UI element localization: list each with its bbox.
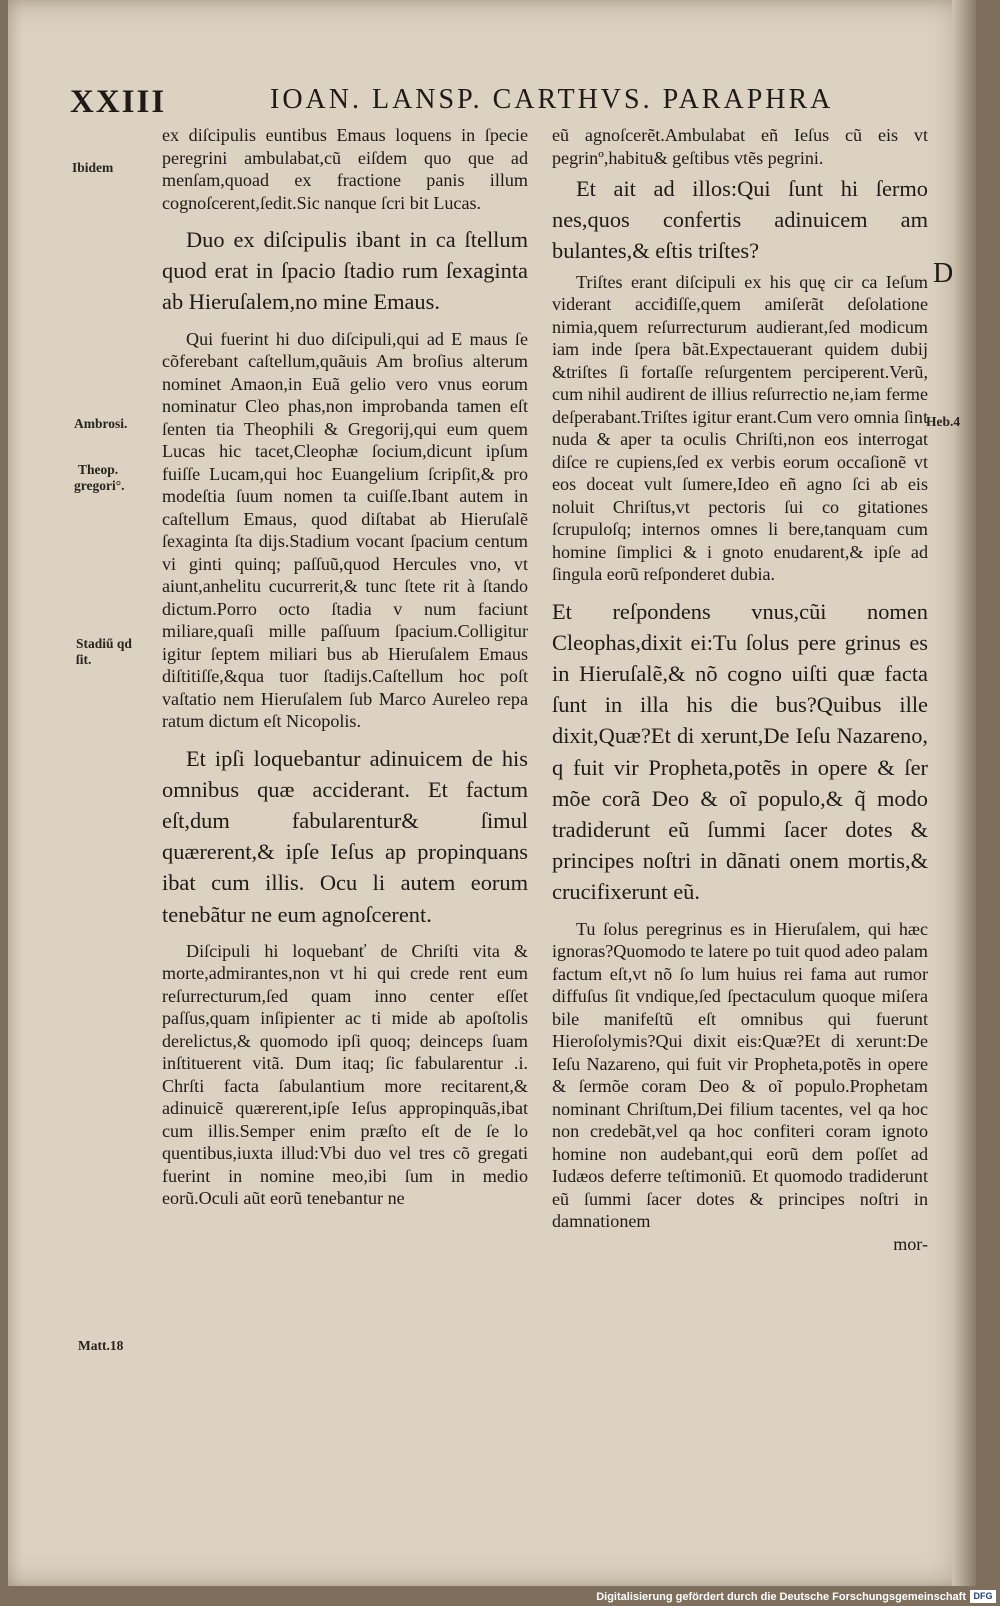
commentary-paragraph: Tu ſolus peregrinus es in Hieruſalem, qui hæc ignoras?Quomodo te latere po tuit quod adeo palam factum eſt,vt nõ ſo lum huius rei fama aut rumor diffuſus ſit vndique,ſed ſpectaculum quoque miſera bile manifeſtũ eſt omnibus qui fuerunt Hieroſolymis?Qui dixit eis:Quæ?Et di xerunt:De Ieſu Nazareno, qui fuit vir Propheta,potẽs in opere & ſermõe coram Deo & oĩ populo.Prophetam nominant Chriſtum,Dei filium tacentes, vel qa hoc non credebãt,vel qa hoc confiteri coram ignoto homine non audebant,qui eorũ dem poſſet ad Iudæos deferre teſtimoniũ. Et quomodo tradiderunt eũ ſummi ſacer dotes & principes noſtri in damnationem [552, 918, 928, 1232]
page-gutter [952, 0, 976, 1586]
running-title: IOAN. LANSP. CARTHVS. PARAPHRA [270, 84, 834, 115]
margin-note-ambrosi: Ambrosi. [74, 416, 128, 431]
margin-note-stadii-cont: ſit. [76, 652, 92, 667]
scripture-paragraph: Et ipſi loquebantur adinuicem de his omnibus quæ acciderant. Et factum eſt,dum fabularentur& ſimul quærerent,& ipſe Ieſus ap propinquans ibat cum illis. Ocu li autem eorum tenebãtur ne eum agnoſcerent. [162, 745, 528, 927]
margin-note-heb: Heb.4 [926, 414, 961, 429]
right-column [552, 124, 928, 1255]
section-letter: D [933, 258, 954, 289]
commentary-paragraph: Triſtes erant diſcipuli ex his quę cir ca Ieſum viderant acciđiſſe,quem amiſerãt deſolatione nimia,quem reſurrecturum audierant,ſed modicum iam inde ſpera bãt.Expectauerant quidem dubij &triſtes ſi fortaſſe reſurgentem perciperent.Verũ, cum nihil audirent de illius reſurrectio ne,iam ferme deſperabant.Triſtes igitur erant.Cum vero omnia ſint nuda & aper ta oculis Chriſti,non eos interrogat diſce re cupiens,ſed ex verbis eorum occaſionẽ vt eos doceat vult ſumere,Ideo eñ agno ſci ab eis noluit Chriſtus,vt pectoris ſui co gitationes ſcrupuloſq; internos omnes li bere,tanquam cum homine ſimplici & i gnoto enudarent,& ipſe ad ſingula eorũ reſponderet dubia. [552, 271, 928, 585]
margin-note-theop: Theop. [78, 462, 119, 477]
funding-credit: Digitalisierung gefördert durch die Deutsche Forschungsgemeinschaft [596, 1591, 966, 1603]
margin-note-gregori: gregori°. [74, 478, 125, 493]
commentary-paragraph: eũ agnoſcerẽt.Ambulabat eñ Ieſus cũ eis vt pegrinº,habitu& geſtibus vtẽs pegrini. [552, 125, 928, 168]
margin-note-ibidem: Ibidem [72, 160, 114, 175]
left-column [162, 124, 528, 1210]
book-page [8, 0, 976, 1586]
commentary-paragraph: Diſcipuli hi loquebanť de Chriſti vita & morte,admirantes,non vt hi qui crede rent eum reſurrecturum,ſed quam inno center eſſet paſſus,quam inſipienter ac ti mide ab apoſtolis derelictus,& quomodo ipſi quoq; deinceps ſuam inſtituerent vitã. Dum itaq; ſic fabularentur .i. Chrſti facta ſabulantium more recitarent,& adinuicẽ quærerent,ipſe Ieſus appropinquãs,ibat cum illis.Semper enim præſto eſt de ſe lo quentibus,iuxta illud:Vbi duo vel tres cõ gregati fuerint in nomine meo,ibi ſum in medio eorũ.Oculi aũt eorũ tenebantur ne [162, 940, 528, 1209]
scripture-paragraph: Duo ex diſcipulis ibant in ca ſtellum quod erat in ſpacio ſtadio rum ſexaginta ab Hieruſalem,no mine Emaus. [162, 227, 528, 315]
commentary-paragraph: Qui fuerint hi duo diſcipuli,qui ad E maus ſe cõferebant caſtellum,quãuis Am broſius alterum nominet Amaon,in Euã gelio vero vnus eorum nominatur Cleo phas,non improbanda tamen eſt ſenten tia Theophili & Gregorij,qui eum quem Lucas hic tacet,Cleophæ ſocium,dicunt ipſum fuiſſe Lucam,qui hoc Euangelium ſcripſit,& pro modeſtia ſuum nomen ta cuiſſe.Ibant autem in caſtellum Emaus, quod diſtabat ab Hieruſalẽ ſexaginta ſta dijs.Stadium vocant ſpacium centum vi ginti quinq; paſſuũ,quod Hercules vno, vt aiunt,anhelitu cucurrerit,& tunc ſtete rit à ſtando dictum.Porro octo ſtadia v num faciunt miliare,quaſi mille paſſuum ſpacium.Colligitur igitur ſeptem miliari bus ab Hieruſalem Emaus diſtitiſſe,&qua tuor ſtadijs.Caſtellum hoc poſt vaſtatio nem Hieruſalem ſub Marco Aureleo repa ratum dictum eſt Nicopolis. [162, 328, 528, 732]
folio-number: XXIII [70, 84, 167, 120]
scripture-paragraph: Et reſpondens vnus,cũi nomen Cleophas,dixit ei:Tu ſolus pere grinus es in Hieruſalẽ,& nõ cogno uiſti quæ facta ſunt in illa his die bus?Quibus ille dixit,Quæ?Et di xerunt,De Ieſu Nazareno, q fuit vir Propheta,potẽs in opere & ſer mõe corã Deo & oĩ populo,& q̃ modo tradiderunt eũ ſummi ſacer dotes & principes noſtri in dãnati onem mortis,& crucifixerunt eũ. [552, 598, 928, 905]
scripture-paragraph: Et ait ad illos:Qui ſunt hi ſermo nes,quos confertis adinuicem am bulantes,& eſtis triſtes? [552, 176, 928, 264]
margin-note-matt: Matt.18 [78, 1338, 124, 1353]
footer-bar [0, 1586, 1000, 1606]
margin-note-stadii: Stadiű qd [76, 636, 132, 651]
commentary-paragraph: ex diſcipulis euntibus Emaus loquens in ſpecie peregrini ambulabat,cũ eiſdem quo que ad menſam,quoad ex fractione panis illum cognoſcerent,ſedit.Sic nanque ſcri bit Lucas. [162, 125, 528, 213]
catchword: mor- [893, 1233, 928, 1254]
dfg-logo: DFG [970, 1590, 996, 1603]
